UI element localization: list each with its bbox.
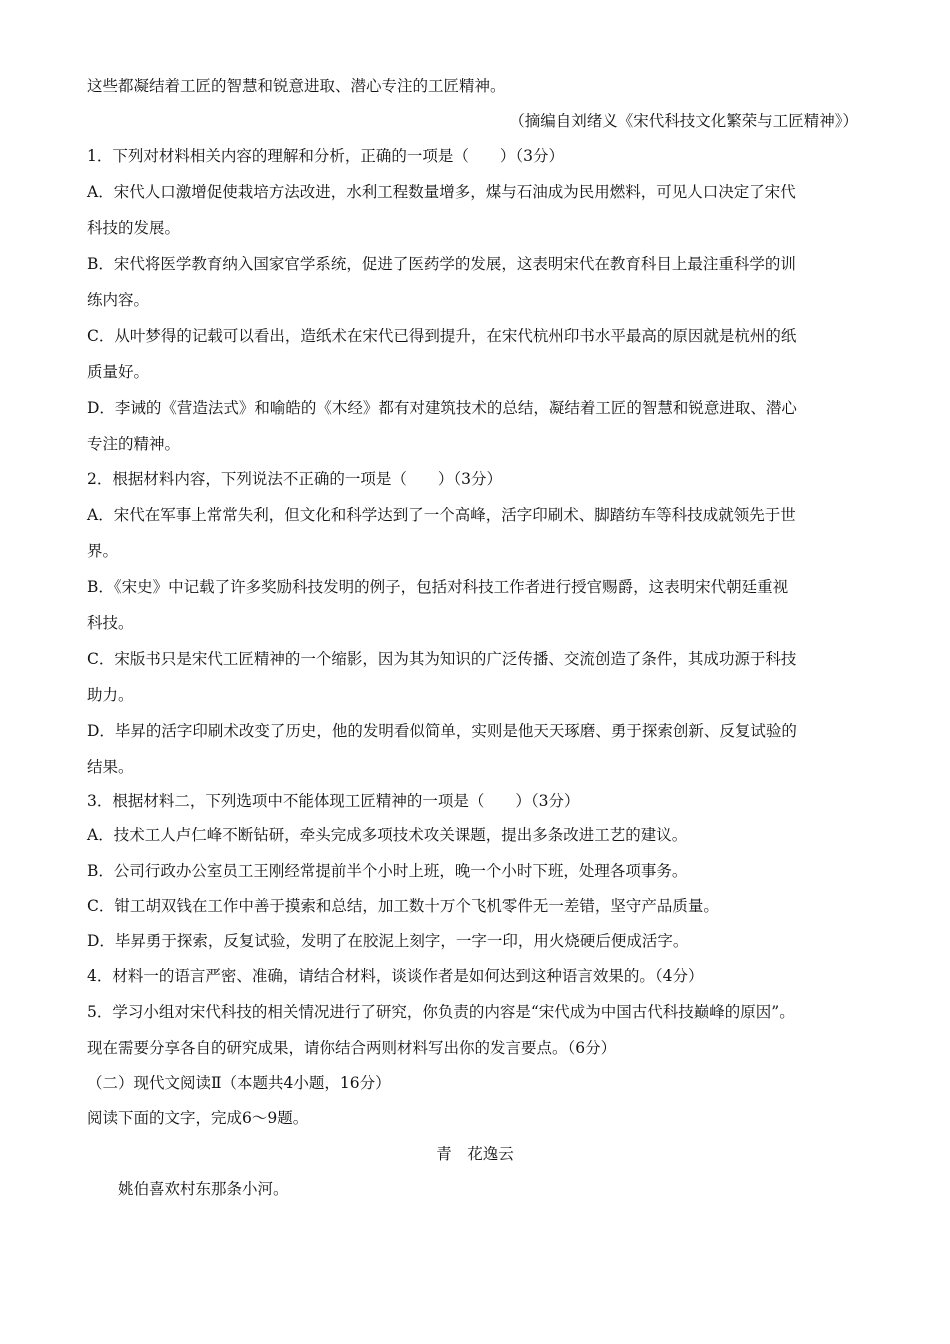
- option-3a: A．技术工人卢仁峰不断钻研，牵头完成多项技术攻关课题，提出多条改进工艺的建议。: [87, 826, 688, 844]
- option-1a: A．宋代人口激增促使栽培方法改进，水利工程数量增多，煤与石油成为民用燃料，可见人口决定了宋代: [87, 183, 796, 201]
- text-line: 这些都凝结着工匠的智慧和锐意进取、潜心专注的工匠精神。: [87, 77, 506, 95]
- question-1: 1．下列对材料相关内容的理解和分析，正确的一项是（ ）（3分）: [87, 147, 564, 165]
- question-4: 4．材料一的语言严密、准确，请结合材料，谈谈作者是如何达到这种语言效果的。（4分）: [87, 967, 704, 985]
- option-2c-cont: 助力。: [87, 686, 134, 704]
- option-2b: B．《宋史》中记载了许多奖励科技发明的例子，包括对科技工作者进行授官赐爵，这表明宋代朝廷重视: [87, 578, 789, 596]
- question-5: 5．学习小组对宋代科技的相关情况进行了研究，你负责的内容是“宋代成为中国古代科技巅峰的原因”。: [87, 1003, 795, 1021]
- question-3: 3．根据材料二，下列选项中不能体现工匠精神的一项是（ ）（3分）: [87, 792, 580, 810]
- option-1c-cont: 质量好。: [87, 363, 150, 381]
- source-citation: （摘编自刘绪义《宋代科技文化繁荣与工匠精神》）: [509, 112, 858, 130]
- option-1c: C．从叶梦得的记载可以看出，造纸术在宋代已得到提升，在宋代杭州印书水平最高的原因就是杭州的纸: [87, 327, 797, 345]
- question-5-cont: 现在需要分享各自的研究成果，请你结合两则材料写出你的发言要点。（6分）: [87, 1039, 617, 1057]
- option-1b: B．宋代将医学教育纳入国家官学系统，促进了医药学的发展，这表明宋代在教育科目上最注重科学的训: [87, 255, 796, 273]
- story-title: 青 花逸云: [436, 1145, 514, 1163]
- option-1d: D．李诫的《营造法式》和喻皓的《木经》都有对建筑技术的总结，凝结着工匠的智慧和锐意进取、潜心: [87, 399, 797, 417]
- option-1b-cont: 练内容。: [87, 291, 150, 309]
- option-3c: C．钳工胡双钱在工作中善于摸索和总结，加工数十万个飞机零件无一差错，坚守产品质量。: [87, 897, 719, 915]
- story-paragraph: 姚伯喜欢村东那条小河。: [118, 1180, 289, 1198]
- section-heading: （二）现代文阅读Ⅱ（本题共4小题，16分）: [87, 1074, 391, 1092]
- option-2d-cont: 结果。: [87, 758, 134, 776]
- option-2c: C．宋版书只是宋代工匠精神的一个缩影，因为其为知识的广泛传播、交流创造了条件，其成功源于科技: [87, 650, 797, 668]
- option-3d: D．毕昇勇于探索，反复试验，发明了在胶泥上刻字，一字一印，用火烧硬后便成活字。: [87, 932, 689, 950]
- question-2: 2．根据材料内容，下列说法不正确的一项是（ ）（3分）: [87, 470, 502, 488]
- option-2a-cont: 界。: [87, 542, 119, 560]
- option-2d: D．毕昇的活字印刷术改变了历史，他的发明看似简单，实则是他天天琢磨、勇于探索创新、反复试验的: [87, 722, 797, 740]
- option-2b-cont: 科技。: [87, 614, 134, 632]
- option-1d-cont: 专注的精神。: [87, 435, 181, 453]
- option-1a-cont: 科技的发展。: [87, 219, 181, 237]
- option-2a: A．宋代在军事上常常失利，但文化和科学达到了一个高峰，活字印刷术、脚踏纺车等科技成就领先于世: [87, 506, 796, 524]
- reading-instruction: 阅读下面的文字，完成6～9题。: [87, 1109, 309, 1127]
- option-3b: B．公司行政办公室员工王刚经常提前半个小时上班，晚一个小时下班，处理各项事务。: [87, 862, 688, 880]
